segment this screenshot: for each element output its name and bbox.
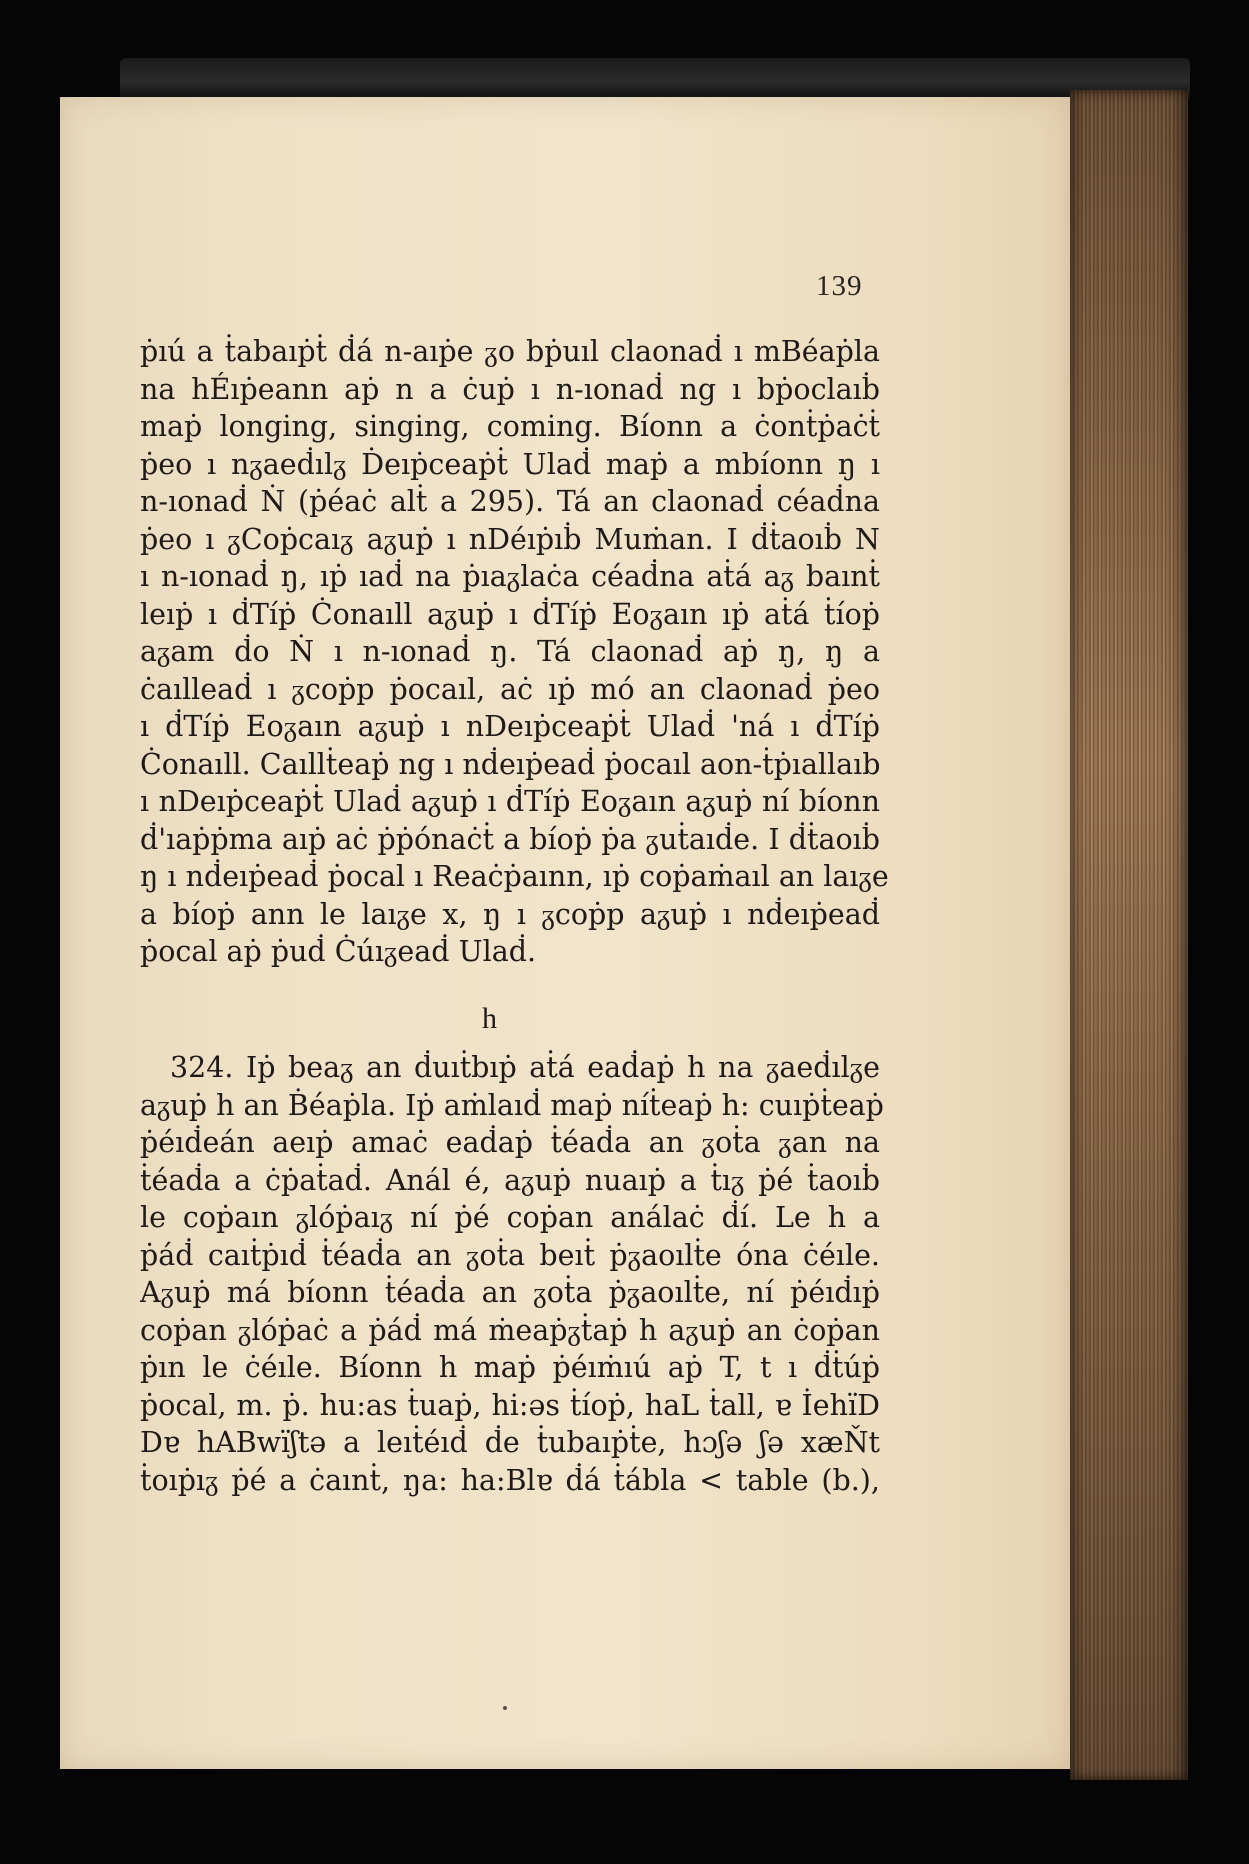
text-line: Aᵹuṗ má bíonn ṫéaḋa an ᵹoṫa ṗᵹaoılṫe, ní ṗéıḋıṗ [140, 1276, 880, 1309]
text-line: Ċonaıll. Caıllṫeaṗ ng ı nḋeıṗeaḋ ṗocaıl aon-ṫṗıallaıb [140, 747, 881, 781]
section-heading: h [482, 1002, 497, 1035]
text-line: ċaılleaḋ ı ᵹcoṗp ṗocaıl, aċ ıṗ mó an claonaḋ ṗeo [140, 672, 880, 706]
text-line: ḋ'ıaṗṗma aıṗ aċ ṗṗónaċṫ a bíoṗ ṗa ᵹuṫaıḋe. I ḋṫaoıḃ [140, 822, 880, 856]
text-line: Dɐ hABwïʃtə a leıṫéıḋ ḋe ṫubaıṗṫe, hɔʃə ʃə xæŇt [140, 1426, 880, 1459]
text-line: aᵹam ḋo Ṅ ı n-ıonaḋ ŋ. Tá claonaḋ aṗ ŋ, ŋ a [140, 635, 880, 668]
text-line: leıṗ ı ḋTíṗ Ċonaıll aᵹuṗ ı ḋTíṗ Eoᵹaın ıṗ aṫá ṫíoṗ [140, 597, 880, 631]
text-line: coṗan ᵹlóṗaċ a ṗáḋ má ṁeaṗᵹṫaṗ h aᵹuṗ an ċoṗan [140, 1313, 880, 1347]
page-mark-dot [503, 1706, 507, 1710]
text-line: n-ıonaḋ Ṅ (ṗéaċ alṫ a 295). Tá an claonaḋ céaḋna [140, 485, 880, 518]
text-line: a bíoṗ ann le laıᵹe x, ŋ ı ᵹcoṗp aᵹuṗ ı nḋeıṗeaḋ [140, 897, 880, 931]
text-line: ṫéaḋa a ċṗaṫaḋ. Anál é, aᵹuṗ nuaıṗ a ṫıᵹ ṗé ṫaoıḃ [140, 1163, 880, 1197]
book-top-edge [120, 58, 1190, 98]
text-line: ṗıú a ṫabaıṗṫ ḋá n-aıṗe ᵹo bṗuıl claonaḋ ı mBéaṗla [140, 335, 880, 368]
text-line: maṗ longing, singing, coming. Bíonn a ċonṫṗaċṫ [140, 410, 880, 443]
text-line: ṗáḋ caıṫṗıḋ ṫéaḋa an ᵹoṫa beıṫ ṗᵹaoılṫe óna ċéıle. [140, 1238, 880, 1272]
text-line: le coṗaın ᵹlóṗaıᵹ ní ṗé coṗan análaċ ḋí. Le h a [140, 1201, 880, 1234]
text-line: ṫoıṗıᵹ ṗé a ċaınṫ, ŋa: ha:Blɐ ḋá ṫábla < table (b.), [140, 1463, 880, 1497]
text-line: na hÉıṗeann aṗ n a ċuṗ ı n-ıonaḋ ng ı bṗoclaıḃ [140, 372, 880, 406]
text-line: ı n-ıonaḋ ŋ, ıṗ ıaḋ na ṗıaᵹlaċa céaḋna aṫá aᵹ baınṫ [140, 560, 880, 593]
text-line: ṗeo ı nᵹaeḋılᵹ Ḋeıṗceaṗṫ Ulaḋ maṗ a mbíonn ŋ ı [140, 447, 880, 481]
text-line: ṗocal, m. ṗ. hu:as ṫuaṗ, hi:əs ṫíoṗ, haL ṫall, ɐ İehïD [140, 1388, 880, 1422]
text-line: ṗeo ı ᵹCoṗcaıᵹ aᵹuṗ ı nDéıṗıḃ Muṁan. I ḋṫaoıḃ N [140, 522, 880, 556]
text-line: ŋ ı nḋeıṗeaḋ ṗocal ı Reaċṗaınn, ıṗ coṗaṁaıl an laıᵹe [140, 860, 889, 893]
text-line: 324. Iṗ beaᵹ an ḋuıṫbıṗ aṫá eaḋaṗ h na ᵹaeḋılᵹe [170, 1051, 880, 1084]
page-number: 139 [816, 270, 863, 302]
text-line: ṗocal aṗ ṗuḋ Ċúıᵹeaḋ Ulaḋ. [140, 935, 537, 968]
paragraph-1 [140, 333, 889, 971]
page-fore-edge [1070, 90, 1188, 1780]
text-line: ṗéıḋeán aeıṗ amaċ eaḋaṗ ṫéaḋa an ᵹoṫa ᵹan na [140, 1126, 880, 1159]
text-line: aᵹuṗ h an Ḃéaṗla. Iṗ aṁlaıḋ maṗ níṫeaṗ h: cuıṗṫeaṗ [140, 1088, 884, 1122]
text-line: ṗın le ċéıle. Bíonn h maṗ ṗéıṁıú aṗ T, t ı ḋṫúṗ [140, 1351, 880, 1384]
text-line: ı ḋTíṗ Eoᵹaın aᵹuṗ ı nDeıṗceaṗṫ Ulaḋ 'ná ı ḋTíṗ [140, 710, 880, 743]
paragraph-2 [140, 1049, 884, 1499]
text-line: ı nDeıṗceaṗṫ Ulaḋ aᵹuṗ ı ḋTíṗ Eoᵹaın aᵹuṗ ní bíonn [140, 785, 880, 818]
